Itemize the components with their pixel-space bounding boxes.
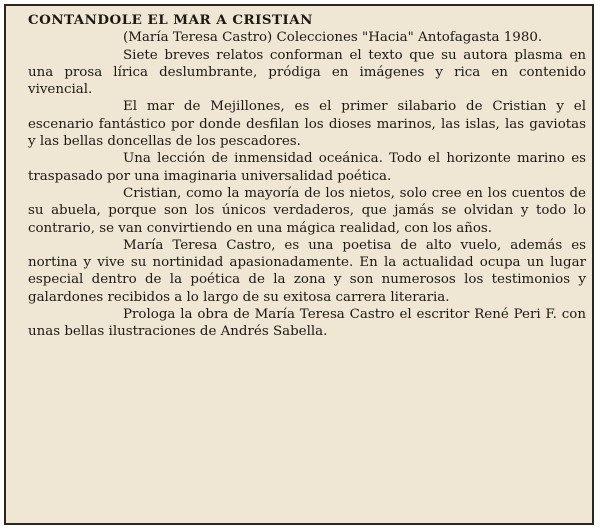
article-title: CONTANDOLE EL MAR A CRISTIAN <box>28 12 313 28</box>
article-paragraph-7: Prologa la obra de María Teresa Castro el escritor René Peri F. con unas bellas ilustraciones de Andrés Sabella. <box>28 307 586 340</box>
article-body <box>28 12 586 341</box>
article-paragraph-3: El mar de Mejillones, es el primer silabario de Cristian y el escenario fantástico por donde desfilan los dioses marinos, las islas, las gaviotas y las bellas doncellas de los pescadores. <box>28 99 586 150</box>
article-paragraph-6: María Teresa Castro, es una poetisa de alto vuelo, además es nortina y vive su nortinidad apasionadamente. En la actualidad ocupa un lugar especial dentro de la poética de la zona y son numerosos los testimonios y galardones recibidos a lo largo de su exitosa carrera literaria. <box>28 237 586 305</box>
article-paragraph-2: Siete breves relatos conforman el texto que su autora plasma en una prosa lírica deslumbrante, pródiga en imágenes y rica en contenido vivencial. <box>28 47 586 98</box>
article-paragraph-5: Cristian, como la mayoría de los nietos, solo cree en los cuentos de su abuela, porque son los únicos verdaderos, que jamás se olvidan y todo lo contrario, se van convirtiendo en una mágica realidad, con los años. <box>28 185 586 236</box>
newspaper-clipping <box>4 4 594 525</box>
article-paragraph-4: Una lección de inmensidad oceánica. Todo el horizonte marino es traspasado por una imaginaria universalidad poética. <box>28 151 586 184</box>
article-paragraph-1: (María Teresa Castro) Colecciones "Hacia" Antofagasta 1980. <box>123 30 543 46</box>
